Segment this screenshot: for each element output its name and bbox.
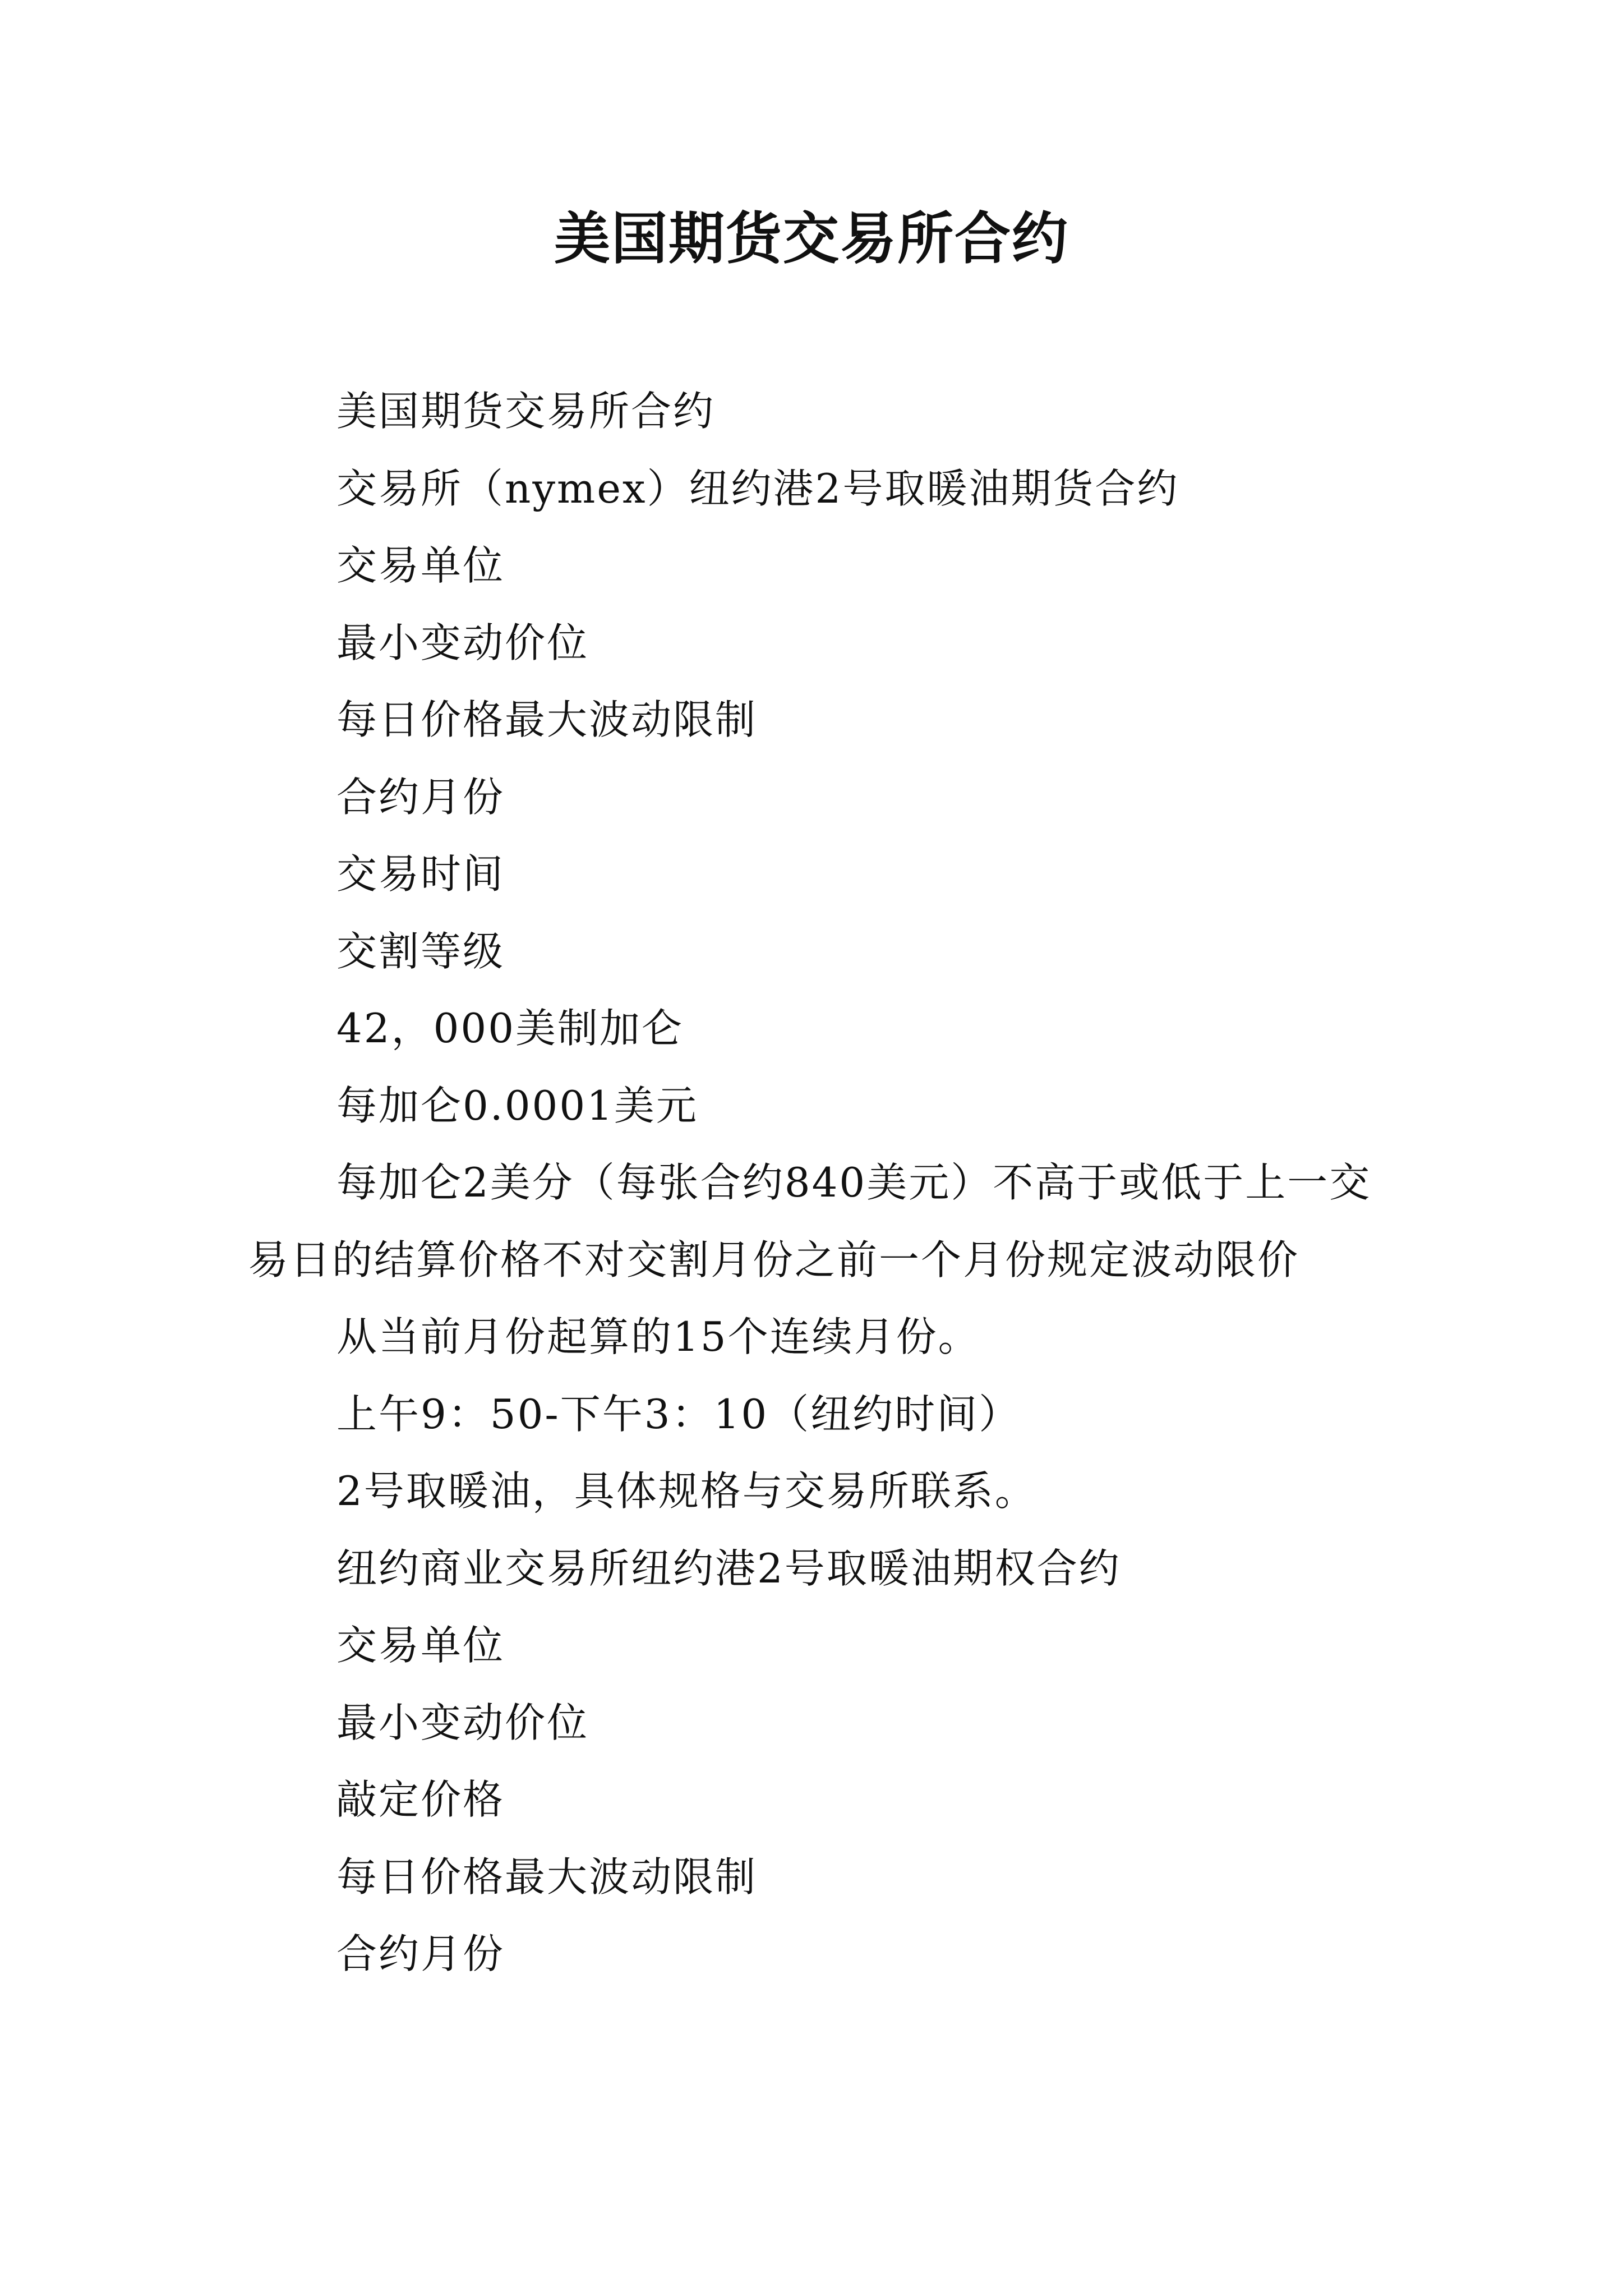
paragraph: 美国期货交易所合约 [336,388,716,435]
paragraph: 从当前月份起算的15个连续月份。 [336,1313,980,1360]
paragraph: 每日价格最大波动限制 [336,696,758,743]
paragraph: 交易所（nymex）纽约港2号取暖油期货合约 [336,464,1179,512]
paragraph: 每日价格最大波动限制 [336,1853,758,1901]
paragraph: 交易单位 [336,1622,505,1669]
paragraph: 合约月份 [336,773,505,821]
paragraph: 上午9：50-下午3：10（纽约时间） [336,1390,1021,1438]
document-body [248,373,1375,1993]
paragraph: 2号取暖油，具体规格与交易所联系。 [336,1467,1037,1515]
paragraph: 交易单位 [336,542,505,589]
paragraph: 纽约商业交易所纽约港2号取暖油期权合约 [336,1544,1121,1592]
paragraph: 最小变动价位 [336,1699,589,1746]
document-title: 美国期货交易所合约 [554,205,1069,272]
paragraph: 合约月份 [336,1930,505,1977]
paragraph: 敲定价格 [336,1776,505,1823]
paragraph: 每加仑0.0001美元 [336,1082,698,1129]
paragraph: 最小变动价位 [336,619,589,666]
paragraph: 交易时间 [336,850,505,898]
paragraph: 42，000美制加仑 [336,1005,684,1052]
paragraph: 每加仑2美分（每张合约840美元）不高于或低于上一交易日的结算价格不对交割月份之前一个月份规定波动限价 [248,1159,1372,1283]
paragraph: 交割等级 [336,927,505,975]
